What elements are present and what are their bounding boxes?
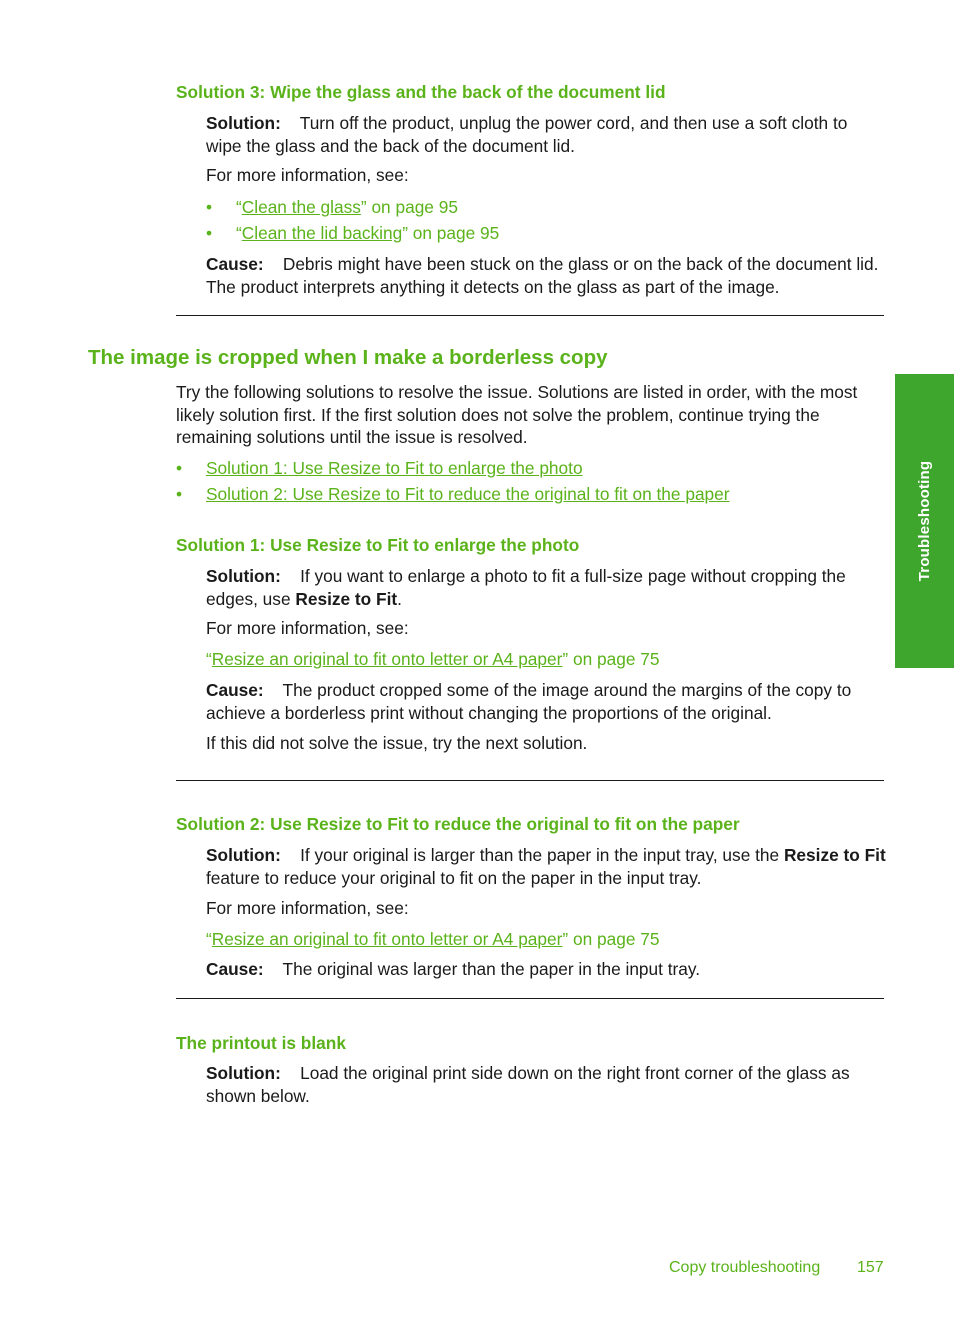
printout-blank-heading: The printout is blank [176,1033,346,1053]
solution-label: Solution: [206,113,281,133]
resize-to-fit-term: Resize to Fit [783,845,886,865]
bullet-icon: • [206,223,213,243]
bullet-icon: • [206,197,213,217]
blank-solution-paragraph [206,1062,886,1107]
solution-label: Solution: [206,845,281,865]
divider [176,315,884,316]
solution-label: Solution: [206,1063,281,1083]
solution3-cause-paragraph [206,253,886,298]
clean-lid-backing-link[interactable]: Clean the lid backing [241,223,403,243]
solution2-heading: Solution 2: Use Resize to Fit to reduce the original to fit on the paper [176,814,740,834]
more-info-text: For more information, see: [206,618,409,638]
reference-line: “Resize an original to fit onto letter or A4 paper” on page 75 [206,929,660,949]
resize-original-link[interactable]: Resize an original to fit onto letter or A4 paper [211,649,563,669]
footer-page-number: 157 [857,1259,884,1276]
solution-label: Solution: [206,566,281,586]
resize-to-fit-term: Resize to Fit [295,588,398,609]
next-solution-text: If this did not solve the issue, try the next solution. [206,733,588,753]
resize-original-link[interactable]: Resize an original to fit onto letter or A4 paper [211,929,563,949]
section-title: The image is cropped when I make a borderless copy [88,346,608,369]
solution2-cause-paragraph [206,958,886,981]
clean-glass-link[interactable]: Clean the glass [241,197,361,217]
more-info-text: For more information, see: [206,165,409,185]
solution2-solution-paragraph: Solution: If your original is larger than the paper in the input tray, use the Resize to Fit feature to reduce your original to fit on the paper in the input tray. [206,845,886,888]
solution2-toc-link[interactable]: Solution 2: Use Resize to Fit to reduce the original to fit on the paper [206,484,730,504]
divider [176,780,884,781]
intro-paragraph: Try the following solutions to resolve the issue. Solutions are listed in order, with the most likely solution first. If the first solution does not solve the problem, continue trying the remaining solutions until the issue is resolved. [176,382,858,447]
list-item: “Clean the lid backing” on page 95 [236,223,500,243]
solution-text: Load the original print side down on the right front corner of the glass as shown below. [206,1063,850,1106]
side-tab-label: Troubleshooting [915,460,933,582]
cause-label: Cause: [206,680,264,700]
solution1-heading: Solution 1: Use Resize to Fit to enlarge the photo [176,535,580,555]
solution1-toc-link[interactable]: Solution 1: Use Resize to Fit to enlarge the photo [206,458,583,478]
divider [176,998,884,999]
cause-text: The original was larger than the paper in the input tray. [282,959,701,979]
list-item: “Clean the glass” on page 95 [236,197,458,217]
bullet-icon: • [176,458,183,478]
toc-item [206,483,730,506]
footer-section-name: Copy troubleshooting [669,1259,821,1276]
cause-text: The product cropped some of the image around the margins of the copy to achieve a borderless print without changing the proportions of the original. [206,680,852,723]
troubleshooting-side-tab [895,374,954,668]
cause-label: Cause: [206,254,264,274]
solution1-cause-paragraph [206,679,886,724]
cause-text: Debris might have been stuck on the glass or on the back of the document lid. The product interprets anything it detects on the glass as part of the image. [206,254,879,297]
solution3-solution-paragraph [206,112,886,157]
solution-text: If you want to enlarge a photo to fit a full-size page without cropping the edges, use [206,566,846,609]
reference-line: “Resize an original to fit onto letter or A4 paper” on page 75 [206,649,660,669]
toc-item [206,457,583,480]
cause-label: Cause: [206,959,264,979]
solution1-solution-paragraph: Solution: If you want to enlarge a photo to fit a full-size page without cropping the edges, use Resize to Fit. [206,566,846,609]
bullet-icon: • [176,484,183,504]
solution-text: Turn off the product, unplug the power cord, and then use a soft cloth to wipe the glass and the back of the document lid. [206,113,848,156]
solution-text: If your original is larger than the paper in the input tray, use the [300,845,780,865]
more-info-text: For more information, see: [206,898,409,918]
solution3-heading: Solution 3: Wipe the glass and the back of the document lid [176,82,666,102]
